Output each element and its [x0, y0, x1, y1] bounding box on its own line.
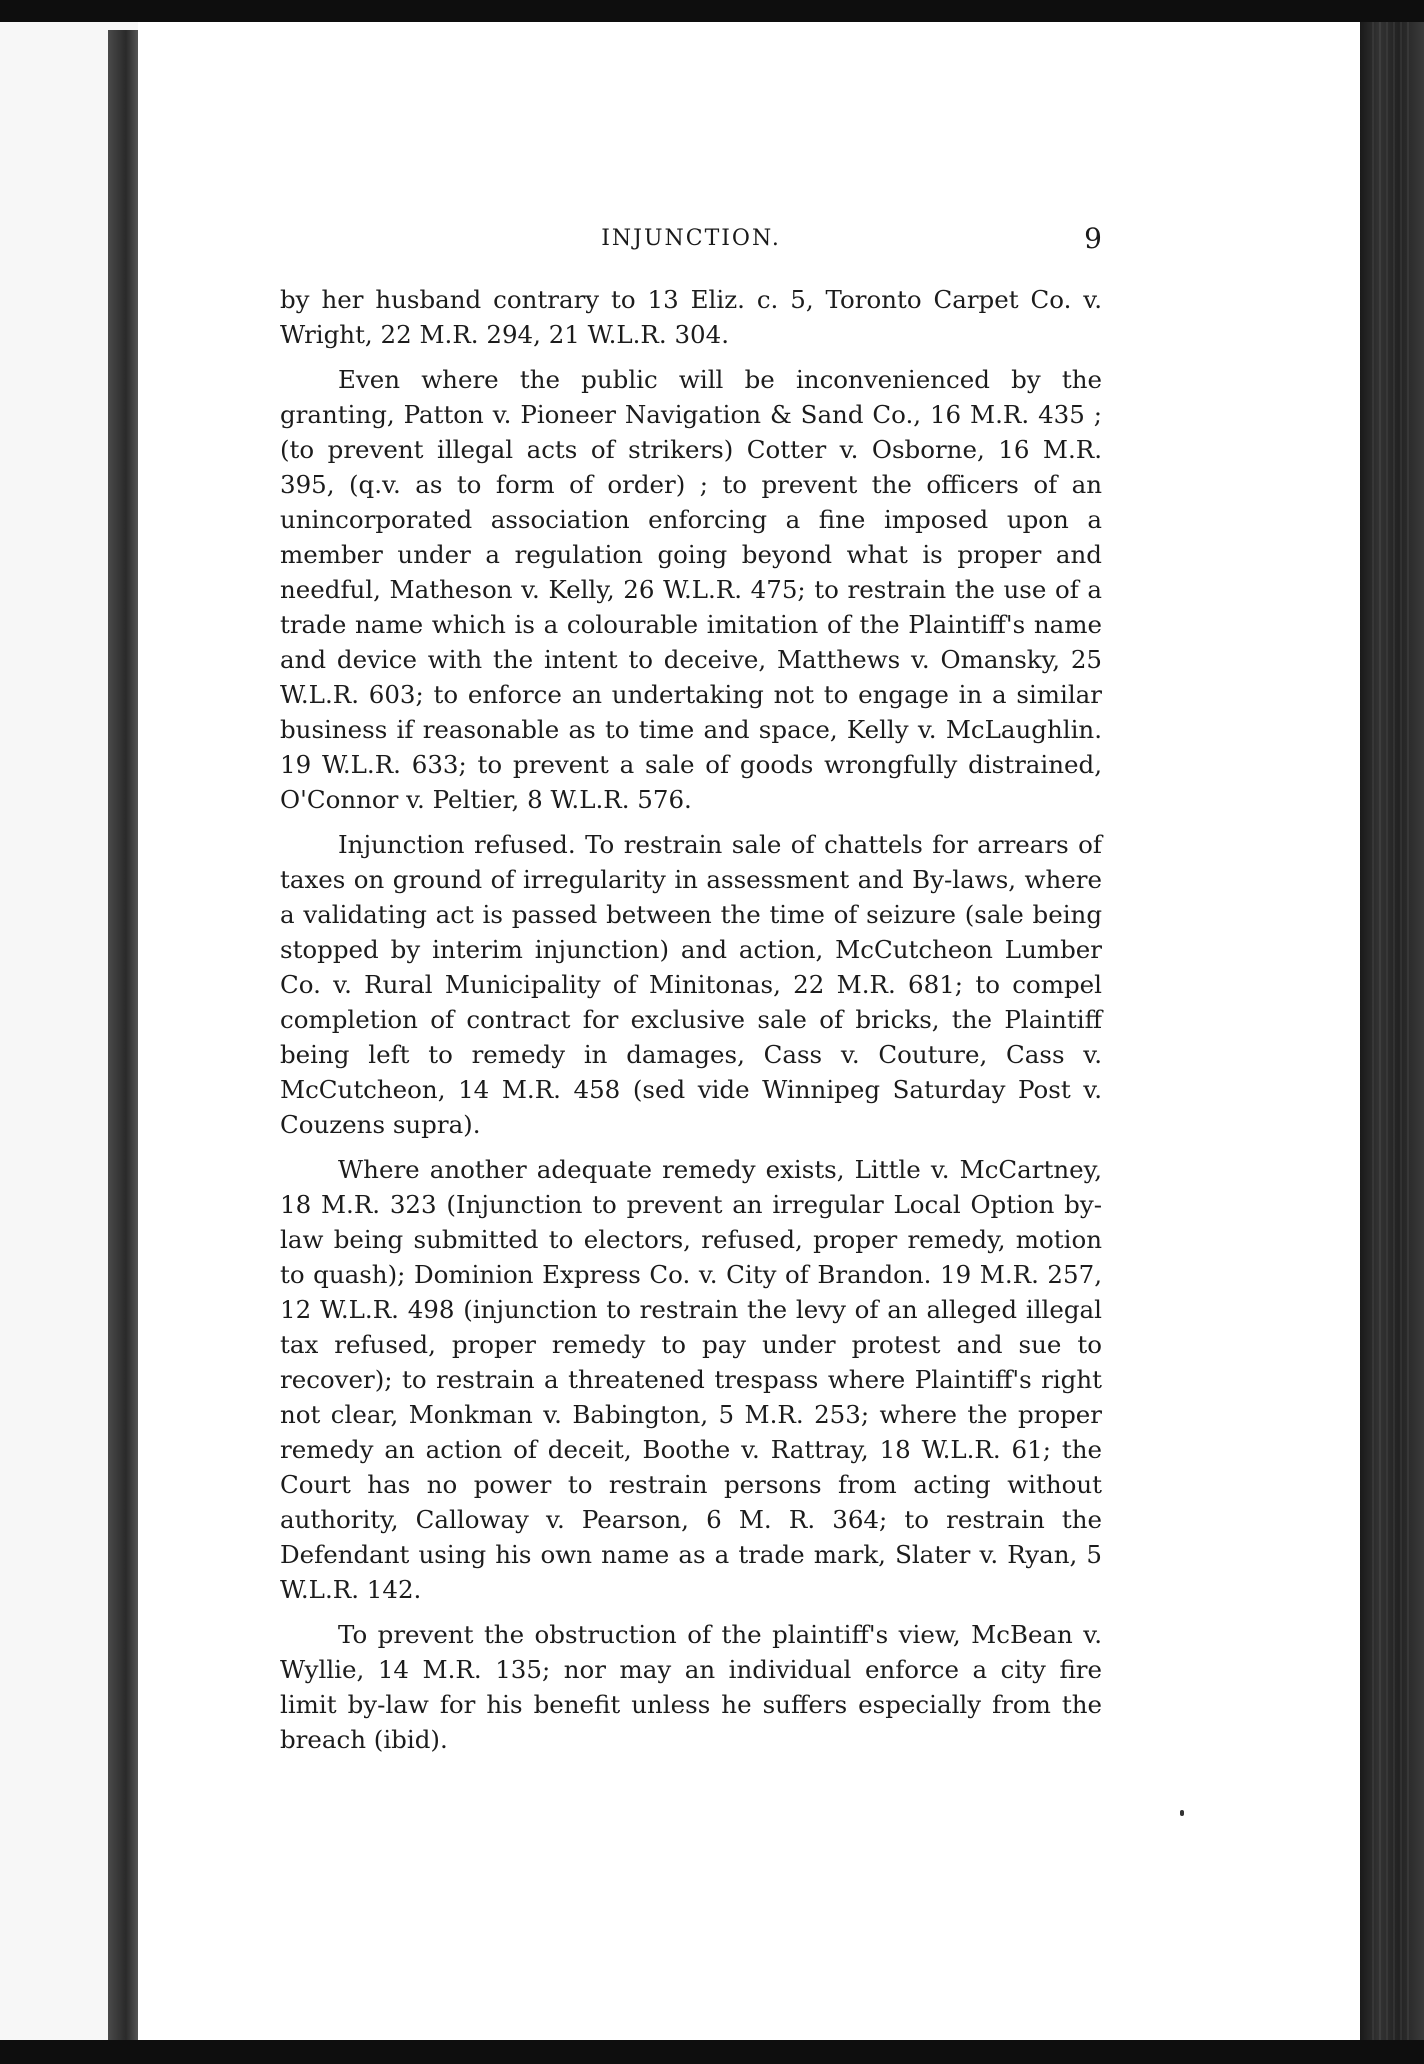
scan-speck — [1180, 1810, 1184, 1816]
book-spine-shadow — [108, 30, 138, 2040]
scan-border-top — [0, 0, 1424, 22]
paragraph-inconvenience: Even where the public will be inconvenienced by the granting, Patton v. Pioneer Navigation & Sand Co., 16 M.R. 435 ; (to prevent illegal acts of strikers) Cotter v. Osborne, 16 M.R. 395, (q.v. as to form of order) ; to prevent the officers of an unincorporated association enforcing a fine imposed upon a member under a regulation going beyond what is proper and needful, Matheson v. Kelly, 26 W.L.R. 475; to restrain the use of a trade name which is a colourable imitation of the Plaintiff's name and device with the intent to deceive, Matthews v. Omansky, 25 W.L.R. 603; to enforce an undertaking not to engage in a similar business if reasonable as to time and space, Kelly v. McLaughlin. 19 W.L.R. 633; to prevent a sale of goods wrongfully distrained, O'Connor v. Peltier, 8 W.L.R. 576. — [280, 365, 1102, 814]
paragraph-adequate-remedy: Where another adequate remedy exists, Little v. McCartney, 18 M.R. 323 (Injunction to prevent an irregular Local Option by-law being submitted to electors, refused, proper remedy, motion to quash); Dominion Express Co. v. City of Brandon. 19 M.R. 257, 12 W.L.R. 498 (injunction to restrain the levy of an alleged illegal tax refused, proper remedy to pay under protest and sue to recover); to restrain a threatened trespass where Plaintiff's right not clear, Monkman v. Babington, 5 M.R. 253; where the proper remedy an action of deceit, Boothe v. Rattray, 18 W.L.R. 61; the Court has no power to restrain persons from acting without authority, Calloway v. Pearson, 6 M. R. 364; to restrain the Defendant using his own name as a trade mark, Slater v. Ryan, 5 W.L.R. 142. — [280, 1155, 1102, 1604]
body-text — [280, 282, 1102, 1767]
page-number: 9 — [1084, 222, 1102, 255]
running-head: INJUNCTION. — [601, 226, 781, 251]
paragraph-injunction-refused: Injunction refused. To restrain sale of chattels for arrears of taxes on ground of irregularity in assessment and By-laws, where a validating act is passed between the time of seizure (sale being stopped by interim injunction) and action, McCutcheon Lumber Co. v. Rural Municipality of Minitonas, 22 M.R. 681; to compel completion of contract for exclusive sale of bricks, the Plaintiff being left to remedy in damages, Cass v. Couture, Cass v. McCutcheon, 14 M.R. 458 (sed vide Winnipeg Saturday Post v. Couzens supra). — [280, 830, 1102, 1139]
paragraph-obstruction: To prevent the obstruction of the plaintiff's view, McBean v. Wyllie, 14 M.R. 135; nor may an individual enforce a city fire limit by-law for his benefit unless he suffers especially from the breach (ibid). — [280, 1620, 1102, 1754]
scan-border-bottom — [0, 2040, 1424, 2064]
paragraph-continuation: by her husband contrary to 13 Eliz. c. 5, Toronto Carpet Co. v. Wright, 22 M.R. 294, 21 W.L.R. 304. — [280, 285, 1102, 349]
page-stack-stripes — [1372, 22, 1412, 2040]
page-header — [280, 222, 1102, 256]
